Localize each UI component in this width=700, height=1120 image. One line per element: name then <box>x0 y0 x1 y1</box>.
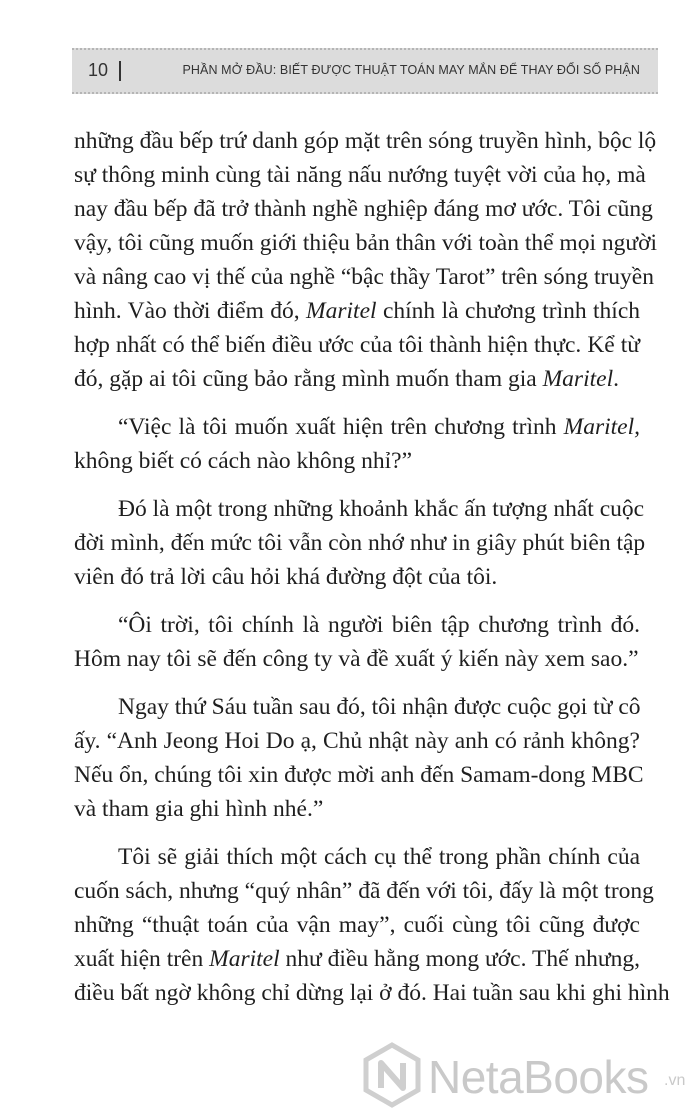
text-line: những đầu bếp trứ danh góp mặt trên sóng truyền hình, bộc lộ <box>74 128 657 154</box>
page-number: 10 <box>88 60 109 80</box>
text-segment: . <box>613 366 619 392</box>
program-title: Maritel <box>209 946 280 972</box>
text-line: cuốn sách, nhưng “quý nhân” đã đến với tôi, đấy là một trong <box>74 878 654 904</box>
running-title: PHẦN MỞ ĐẦU: BIẾT ĐƯỢC THUẬT TOÁN MAY MẮN ĐỂ THAY ĐỔI SỐ PHẬN <box>182 63 640 77</box>
watermark-brand: NetaBooks <box>428 1051 649 1103</box>
text-line <box>74 942 640 976</box>
running-header <box>72 48 658 94</box>
text-line: Ngay thứ Sáu tuần sau đó, tôi nhận được cuộc gọi từ cô <box>118 694 641 720</box>
text-line: Đó là một trong những khoảnh khắc ấn tượng nhất cuộc <box>118 496 645 522</box>
text-line: điều bất ngờ không chỉ dừng lại ở đó. Hai tuần sau khi ghi hình <box>74 980 670 1006</box>
body-text <box>74 124 670 1024</box>
program-title: Maritel <box>306 298 377 324</box>
paragraph-2 <box>74 410 640 478</box>
header-divider <box>119 61 121 81</box>
text-line: Nếu ổn, chúng tôi xin được mời anh đến Samam-dong MBC <box>74 762 644 788</box>
watermark-suffix: .vn <box>664 1072 686 1089</box>
paragraph-1 <box>74 124 658 396</box>
text-segment: chính là chương trình thích <box>382 298 641 324</box>
text-segment: hình. Vào thời điểm đó, <box>74 298 307 324</box>
text-line: những “thuật toán của vận may”, cuối cùng tôi cũng được <box>74 912 640 938</box>
netabooks-watermark <box>362 1042 692 1112</box>
paragraph-5 <box>74 690 644 826</box>
text-line: và tham gia ghi hình nhé.” <box>74 796 324 822</box>
text-line: hợp nhất có thể biến điều ước của tôi thành hiện thực. Kể từ <box>74 332 640 358</box>
netabooks-logo-icon <box>362 1042 422 1113</box>
text-line: “Ôi trời, tôi chính là người biên tập chương trình đó. <box>118 612 640 638</box>
text-line: sự thông minh cùng tài năng nấu nướng tuyệt vời của họ, mà <box>74 162 646 188</box>
paragraph-4 <box>74 608 640 676</box>
text-line: vậy, tôi cũng muốn giới thiệu bản thân với toàn thể mọi người <box>74 230 658 256</box>
text-line <box>74 362 640 396</box>
text-line <box>74 410 640 444</box>
program-title: Maritel, <box>563 414 640 440</box>
text-line: và nâng cao vị thế của nghề “bậc thầy Tarot” trên sóng truyền <box>74 264 654 290</box>
text-line: Hôm nay tôi sẽ đến công ty và đề xuất ý kiến này xem sao.” <box>74 646 639 672</box>
text-line <box>74 294 640 328</box>
paragraph-6 <box>74 840 670 1010</box>
text-line: nay đầu bếp đã trở thành nghề nghiệp đáng mơ ước. Tôi cũng <box>74 196 653 222</box>
text-segment: đó, gặp ai tôi cũng bảo rằng mình muốn tham gia <box>74 366 543 392</box>
text-segment: như điều hằng mong ước. Thế nhưng, <box>285 946 640 972</box>
text-line: Tôi sẽ giải thích một cách cụ thể trong phần chính của <box>118 844 640 870</box>
program-title: Maritel <box>542 366 614 392</box>
paragraph-3 <box>74 492 646 594</box>
text-line: ấy. “Anh Jeong Hoi Do ạ, Chủ nhật này anh có rảnh không? <box>74 728 640 754</box>
text-line: viên đó trả lời câu hỏi khá đường đột của tôi. <box>74 564 498 590</box>
text-line: không biết có cách nào không nhỉ?” <box>74 448 413 474</box>
text-segment: xuất hiện trên <box>74 946 210 972</box>
text-line: đời mình, đến mức tôi vẫn còn nhớ như in giây phút biên tập <box>74 530 646 556</box>
text-segment: “Việc là tôi muốn xuất hiện trên chương trình <box>118 414 564 440</box>
